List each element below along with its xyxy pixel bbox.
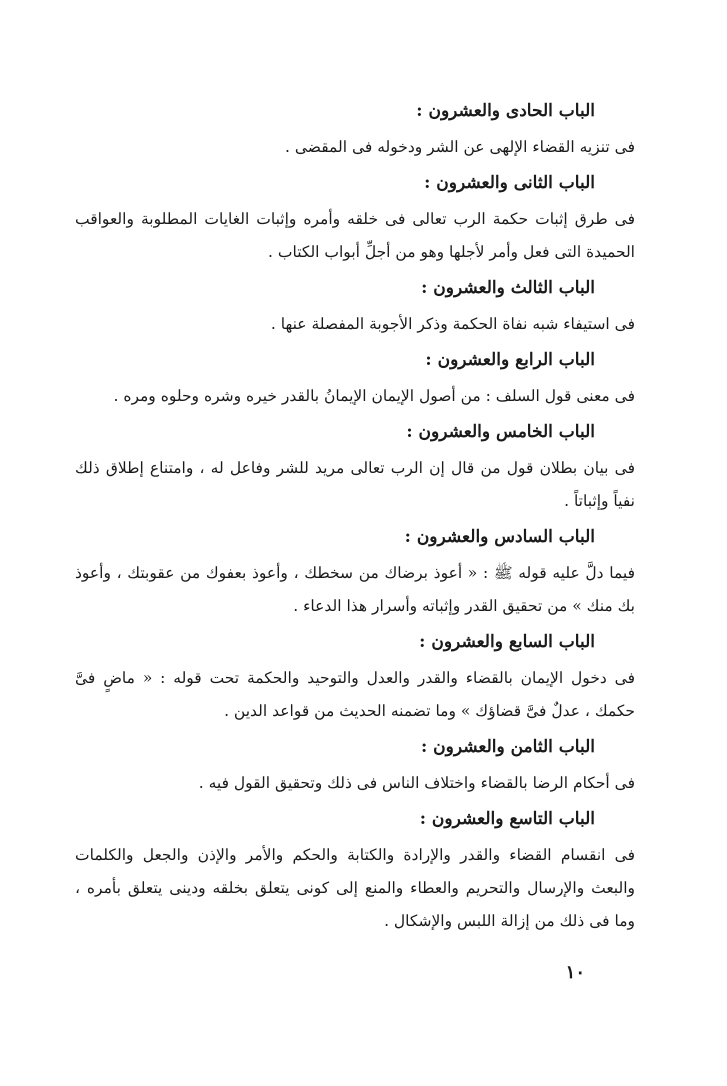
chapter-29: [75, 806, 635, 938]
chapter-description: فى تنزيه القضاء الإلهى عن الشر ودخوله فى المقضى .: [284, 138, 635, 156]
table-of-contents: [75, 98, 635, 944]
chapter-26: [75, 524, 635, 623]
chapter-heading: الباب السابع والعشرون :: [419, 632, 595, 652]
chapter-23: [75, 275, 635, 341]
chapter-28: [75, 734, 635, 800]
chapter-heading: الباب الثالث والعشرون :: [421, 278, 595, 298]
chapter-description: فى استيفاء شبه نفاة الحكمة وذكر الأجوبة المفصلة عنها .: [270, 315, 635, 333]
chapter-heading: الباب الخامس والعشرون :: [406, 422, 595, 442]
chapter-27: [75, 629, 635, 728]
chapter-description: فى دخول الإيمان بالقضاء والقدر والعدل والتوحيد والحكمة تحت قوله : « ماضٍ فىَّ حكمك ، عدلٌ فىَّ قضاؤك » وما تضمنه الحديث من قواعد الدين .: [75, 669, 635, 720]
chapter-description: فى طرق إثبات حكمة الرب تعالى فى خلقه وأمره وإثبات الغايات المطلوبة والعواقب الحميدة التى فعل وأمر لأجلها وهو من أجلِّ أبواب الكتاب .: [75, 210, 635, 261]
chapter-heading: الباب التاسع والعشرون :: [419, 809, 595, 829]
chapter-heading: الباب السادس والعشرون :: [404, 527, 595, 547]
chapter-heading: الباب الرابع والعشرون :: [425, 350, 595, 370]
chapter-heading: الباب الثامن والعشرون :: [420, 737, 595, 757]
chapter-heading: الباب الحادى والعشرون :: [416, 101, 595, 121]
chapter-25: [75, 419, 635, 518]
chapter-heading: الباب الثانى والعشرون :: [424, 173, 595, 193]
chapter-description: فى انقسام القضاء والقدر والإرادة والكتابة والحكم والأمر والإذن والجعل والكلمات والبعث والإرسال والتحريم والعطاء والمنع إلى كونى يتعلق بخلقه ودينى يتعلق بأمره ، وما فى ذلك من إزالة اللبس والإشكال .: [75, 846, 635, 930]
chapter-24: [75, 347, 635, 413]
chapter-description: فى أحكام الرضا بالقضاء واختلاف الناس فى ذلك وتحقيق القول فيه .: [198, 774, 635, 792]
chapter-description: فى معنى قول السلف : من أصول الإيمان الإيمانُ بالقدر خيره وشره وحلوه ومره .: [113, 387, 635, 405]
chapter-description: فى بيان بطلان قول من قال إن الرب تعالى مريد للشر وفاعل له ، وامتناع إطلاق ذلك نفياً وإثباتاً .: [75, 459, 635, 510]
chapter-description: فيما دلَّ عليه قوله ﷺ : « أعوذ برضاك من سخطك ، وأعوذ بعفوك من عقوبتك ، وأعوذ بك منك » من تحقيق القدر وإثباته وأسرار هذا الدعاء .: [75, 564, 635, 615]
chapter-22: [75, 170, 635, 269]
page-number: ١٠: [565, 962, 585, 983]
chapter-21: [75, 98, 635, 164]
